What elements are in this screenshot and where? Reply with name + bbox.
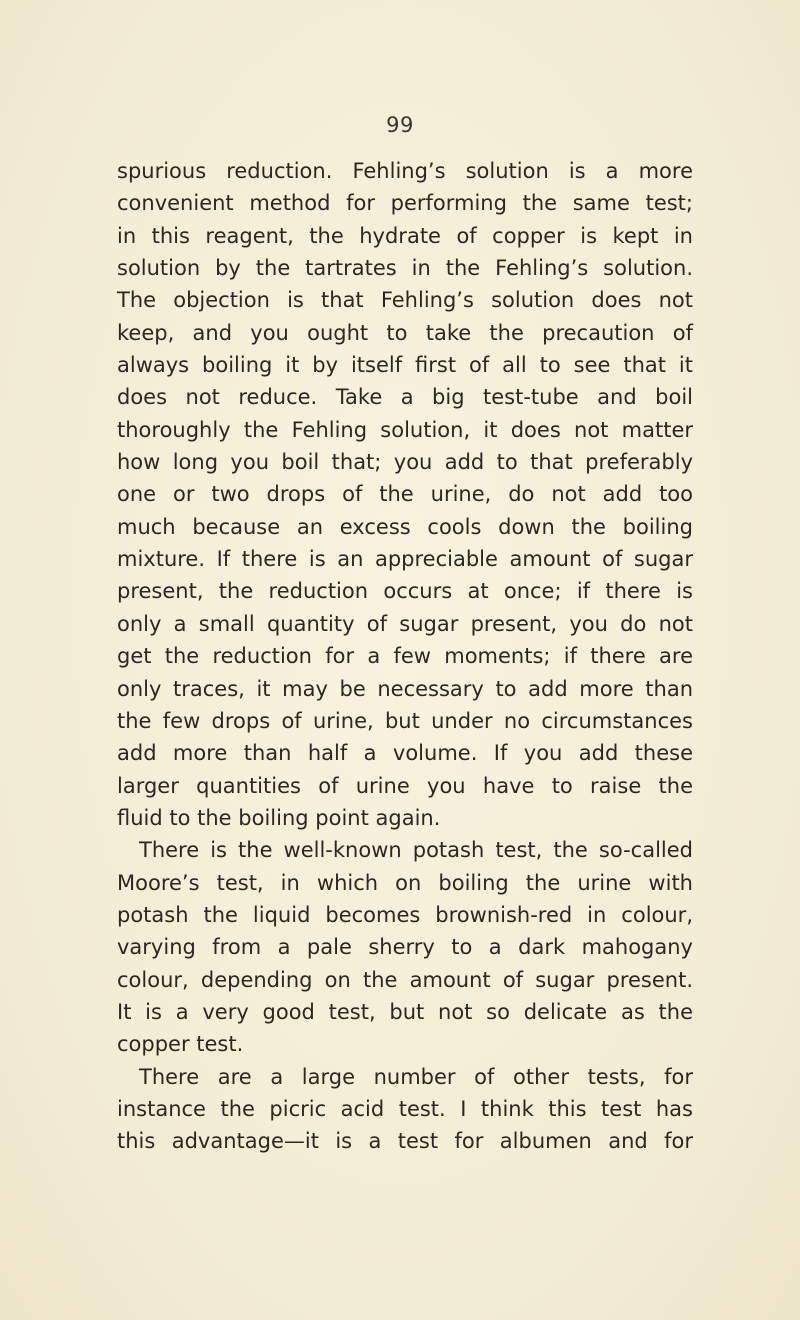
text-line: mixture. If there is an appreciable amount of sugar [117, 547, 693, 572]
text-line: solution by the tartrates in the Fehling’s solution. [117, 256, 693, 281]
text-line: There is the well-known potash test, the so-called [139, 838, 693, 863]
text-line: Moore’s test, in which on boiling the urine with [117, 870, 693, 895]
text-line: the few drops of urine, but under no circumstances [117, 708, 693, 733]
text-line: this advantage—it is a test for albumen and for [117, 1129, 693, 1154]
text-line: much because an excess cools down the boiling [117, 514, 693, 539]
text-line: in this reagent, the hydrate of copper is kept in [117, 223, 693, 248]
text-line: how long you boil that; you add to that preferably [117, 450, 693, 475]
text-line: does not reduce. Take a big test-tube and boil [117, 385, 693, 410]
text-line: only a small quantity of sugar present, you do not [117, 611, 693, 636]
text-line: one or two drops of the urine, do not add too [117, 482, 693, 507]
text-line: There are a large number of other tests, for [139, 1064, 693, 1089]
text-line: The objection is that Fehling’s solution does not [117, 288, 693, 313]
text-line: varying from a pale sherry to a dark mahogany [117, 935, 693, 960]
body-text [117, 155, 693, 1158]
text-line: thoroughly the Fehling solution, it does not matter [117, 417, 693, 442]
page-number: 99 [386, 113, 414, 137]
text-line: only traces, it may be necessary to add more than [117, 676, 693, 701]
text-line: convenient method for performing the same test; [117, 191, 693, 216]
text-line: colour, depending on the amount of sugar present. [117, 967, 693, 992]
text-line: It is a very good test, but not so delicate as the [117, 999, 693, 1024]
text-line: instance the picric acid test. I think this test has [117, 1096, 693, 1121]
text-line: potash the liquid becomes brownish-red in colour, [117, 902, 693, 927]
text-line: always boiling it by itself first of all to see that it [117, 353, 693, 378]
text-line: get the reduction for a few moments; if there are [117, 644, 693, 669]
text-line: add more than half a volume. If you add these [117, 741, 693, 766]
text-line: fluid to the boiling point again. [117, 805, 441, 830]
text-line: spurious reduction. Fehling’s solution is a more [117, 159, 693, 183]
text-line: larger quantities of urine you have to raise the [117, 773, 693, 798]
text-line: present, the reduction occurs at once; if there is [117, 579, 693, 604]
text-line: keep, and you ought to take the precaution of [117, 320, 693, 345]
text-line: copper test. [117, 1032, 244, 1057]
